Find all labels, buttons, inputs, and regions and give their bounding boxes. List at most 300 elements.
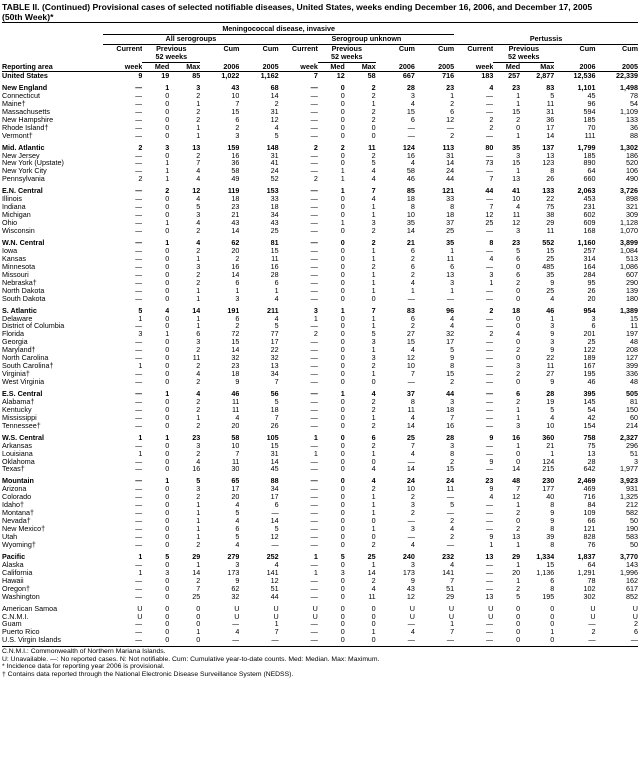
value-cell: 173 bbox=[227, 568, 240, 577]
value-cell: 1 bbox=[196, 517, 201, 526]
col-med: Med bbox=[493, 62, 520, 72]
value-cell: 2 bbox=[591, 628, 596, 637]
value-cell: — bbox=[407, 620, 415, 629]
value-cell: 1 bbox=[340, 175, 345, 184]
value-cell: 8 bbox=[550, 540, 555, 549]
value-cell: — bbox=[486, 131, 494, 140]
value-cell: — bbox=[310, 227, 318, 235]
reporting-area-cell: California bbox=[2, 568, 33, 577]
value-cell: 177 bbox=[542, 485, 555, 494]
value-cell: 14 bbox=[231, 346, 240, 355]
value-cell: 22 bbox=[270, 346, 279, 355]
value-cell: 46 bbox=[546, 306, 555, 315]
value-cell: — bbox=[486, 314, 494, 323]
value-cell: 3 bbox=[235, 131, 240, 140]
reporting-area-cell: New Hampshire bbox=[2, 115, 54, 124]
value-cell: — bbox=[310, 167, 318, 176]
value-cell: 21 bbox=[546, 441, 555, 450]
value-cell: 25 bbox=[406, 433, 415, 442]
value-cell: 954 bbox=[583, 306, 596, 315]
value-cell: — bbox=[446, 540, 455, 549]
value-cell: 2 bbox=[196, 246, 201, 255]
value-cell: 0 bbox=[340, 91, 345, 100]
value-cell: 23 bbox=[512, 83, 521, 92]
value-cell: 2 bbox=[313, 175, 318, 184]
value-cell: 109 bbox=[583, 509, 596, 518]
value-cell: 2 bbox=[138, 175, 143, 184]
value-cell: 22 bbox=[546, 195, 555, 204]
value-cell: 2 bbox=[516, 278, 521, 287]
value-cell: — bbox=[135, 195, 143, 204]
value-cell: 2 bbox=[196, 270, 201, 279]
value-cell: 3 bbox=[196, 338, 201, 347]
value-cell: — bbox=[486, 151, 494, 160]
value-cell: 25 bbox=[546, 254, 555, 263]
value-cell: — bbox=[135, 525, 143, 533]
value-cell: — bbox=[310, 405, 318, 414]
value-cell: — bbox=[310, 115, 318, 124]
table-row bbox=[2, 517, 638, 525]
value-cell: 0 bbox=[165, 517, 170, 526]
value-cell: 399 bbox=[626, 362, 638, 371]
value-cell: 3 bbox=[591, 314, 596, 323]
reporting-area-cell: Kentucky bbox=[2, 405, 32, 414]
value-cell: 133 bbox=[626, 115, 638, 124]
value-cell: — bbox=[486, 362, 494, 371]
value-cell: 8 bbox=[410, 397, 415, 406]
value-cell: 583 bbox=[626, 533, 638, 541]
value-cell: 0 bbox=[165, 115, 170, 124]
col-max: Max bbox=[169, 62, 200, 72]
value-cell: 0 bbox=[550, 604, 555, 613]
value-cell: 2 bbox=[516, 509, 521, 518]
value-cell: — bbox=[135, 187, 143, 196]
value-cell: 4 bbox=[371, 175, 376, 184]
value-cell: 18 bbox=[231, 195, 240, 204]
value-cell: 4 bbox=[274, 123, 279, 132]
reporting-area-cell: Illinois bbox=[2, 195, 22, 204]
value-cell: — bbox=[310, 628, 318, 637]
value-cell: — bbox=[310, 159, 318, 168]
value-cell: 1 bbox=[196, 628, 201, 637]
reporting-area-cell: Mountain bbox=[2, 477, 34, 486]
reporting-area-cell: Nevada† bbox=[2, 517, 31, 526]
reporting-area-cell: South Carolina† bbox=[2, 362, 54, 371]
value-cell: 1 bbox=[340, 306, 345, 315]
value-cell: U bbox=[137, 612, 143, 621]
value-cell: 1 bbox=[165, 389, 170, 398]
value-cell: — bbox=[310, 294, 318, 303]
value-cell: — bbox=[135, 377, 143, 386]
value-cell: 309 bbox=[626, 211, 638, 220]
value-cell: — bbox=[135, 270, 143, 279]
value-cell: 18 bbox=[270, 203, 279, 212]
value-cell: 1 bbox=[371, 560, 376, 569]
value-cell: 602 bbox=[583, 211, 596, 220]
value-cell: 0 bbox=[165, 584, 170, 593]
value-cell: 6 bbox=[634, 628, 638, 637]
value-cell: 0 bbox=[516, 123, 521, 132]
value-cell: 31 bbox=[546, 107, 555, 116]
value-cell: 0 bbox=[165, 493, 170, 502]
value-cell: 2 bbox=[371, 362, 376, 371]
reporting-area-cell: Mississippi bbox=[2, 413, 37, 422]
value-cell: — bbox=[135, 227, 143, 235]
value-cell: U bbox=[448, 612, 455, 621]
value-cell: 88 bbox=[630, 131, 638, 140]
value-cell: 16 bbox=[270, 262, 279, 271]
value-cell: 3 bbox=[165, 568, 170, 577]
value-cell: — bbox=[310, 270, 318, 279]
value-cell: 4 bbox=[450, 525, 455, 533]
value-cell: — bbox=[135, 628, 143, 637]
value-cell: 828 bbox=[583, 533, 596, 541]
value-cell: — bbox=[486, 421, 494, 430]
value-cell: — bbox=[135, 501, 143, 510]
value-cell: 9 bbox=[550, 377, 555, 386]
col-week: week bbox=[454, 62, 493, 72]
reporting-area-cell: North Dakota bbox=[2, 286, 45, 295]
value-cell: 106 bbox=[626, 167, 638, 176]
value-cell: 2 bbox=[450, 457, 455, 466]
reporting-area-cell: Idaho† bbox=[2, 501, 24, 510]
value-cell: 48 bbox=[630, 377, 638, 386]
value-cell: — bbox=[310, 131, 318, 140]
value-cell: 76 bbox=[587, 540, 596, 549]
value-cell: 0 bbox=[340, 270, 345, 279]
value-cell: 0 bbox=[165, 533, 170, 541]
value-cell: 23 bbox=[485, 477, 494, 486]
value-cell: — bbox=[486, 628, 494, 637]
value-cell: 3 bbox=[450, 397, 455, 406]
table-row bbox=[2, 378, 638, 386]
value-cell: 642 bbox=[583, 465, 596, 474]
value-cell: 50 bbox=[630, 540, 638, 549]
table-row bbox=[2, 465, 638, 473]
value-cell: 0 bbox=[165, 604, 170, 613]
value-cell: 3 bbox=[634, 457, 638, 466]
table-row bbox=[2, 493, 638, 501]
value-cell: 34 bbox=[270, 211, 279, 220]
value-cell: 0 bbox=[340, 576, 345, 585]
value-cell: 505 bbox=[626, 389, 638, 398]
value-cell: 0 bbox=[165, 195, 170, 204]
value-cell: — bbox=[135, 131, 143, 140]
value-cell: 4 bbox=[450, 560, 455, 569]
value-cell: 1 bbox=[371, 254, 376, 263]
value-cell: 1,498 bbox=[620, 83, 638, 92]
value-cell: 1,799 bbox=[577, 143, 596, 152]
value-cell: 0 bbox=[516, 262, 521, 271]
value-cell: 5 bbox=[450, 346, 455, 355]
value-cell: 15 bbox=[231, 338, 240, 347]
value-cell: 16 bbox=[512, 433, 521, 442]
value-cell: 80 bbox=[485, 143, 494, 152]
value-cell: 3 bbox=[371, 354, 376, 363]
value-cell: 0 bbox=[516, 377, 521, 386]
value-cell: 0 bbox=[516, 628, 521, 637]
value-cell: — bbox=[310, 262, 318, 271]
value-cell: 1 bbox=[410, 286, 415, 295]
value-cell: 2 bbox=[313, 330, 318, 339]
value-cell: 582 bbox=[626, 509, 638, 518]
col-2006: 2006 bbox=[554, 62, 595, 72]
value-cell: 6 bbox=[450, 107, 455, 116]
value-cell: 29 bbox=[446, 592, 455, 601]
value-cell: 214 bbox=[626, 421, 638, 430]
value-cell: 39 bbox=[546, 533, 555, 541]
value-cell: — bbox=[310, 346, 318, 355]
value-cell: 36 bbox=[231, 159, 240, 168]
value-cell: 3,899 bbox=[620, 239, 638, 247]
value-cell: 1 bbox=[371, 501, 376, 510]
value-cell: 0 bbox=[340, 397, 345, 406]
value-cell: — bbox=[310, 501, 318, 510]
value-cell: U bbox=[632, 604, 638, 613]
value-cell: 15 bbox=[546, 560, 555, 569]
value-cell: 660 bbox=[583, 175, 596, 184]
value-cell: 14 bbox=[192, 306, 201, 315]
value-cell: 5 bbox=[235, 509, 240, 518]
value-cell: 11 bbox=[512, 211, 521, 220]
value-cell: 0 bbox=[371, 131, 376, 140]
col-52-weeks: 52 weeks bbox=[318, 53, 376, 62]
value-cell: 6 bbox=[516, 254, 521, 263]
value-cell: 2 bbox=[196, 576, 201, 585]
value-cell: 302 bbox=[583, 592, 596, 601]
value-cell: 2 bbox=[450, 533, 455, 541]
value-cell: 51 bbox=[630, 449, 638, 458]
table-row bbox=[2, 636, 638, 644]
value-cell: 2 bbox=[196, 91, 201, 100]
value-cell: — bbox=[407, 294, 415, 303]
value-cell: 2 bbox=[371, 107, 376, 116]
value-cell: 2 bbox=[196, 278, 201, 287]
value-cell: 1,325 bbox=[620, 493, 638, 502]
value-cell: 0 bbox=[165, 107, 170, 116]
value-cell: — bbox=[135, 517, 143, 526]
value-cell: — bbox=[310, 239, 318, 247]
value-cell: 7 bbox=[196, 584, 201, 593]
value-cell: 0 bbox=[340, 278, 345, 287]
value-cell: 44 bbox=[446, 175, 455, 184]
reporting-area-cell: Colorado bbox=[2, 493, 32, 502]
value-cell: 2 bbox=[516, 115, 521, 124]
value-cell: 1 bbox=[371, 278, 376, 287]
reporting-area-cell: S. Atlantic bbox=[2, 306, 37, 315]
value-cell: — bbox=[232, 620, 240, 629]
value-cell: 11 bbox=[231, 397, 240, 406]
value-cell: 0 bbox=[165, 465, 170, 474]
value-cell: — bbox=[486, 246, 494, 255]
value-cell: 11 bbox=[546, 227, 555, 235]
value-cell: 1,389 bbox=[620, 306, 638, 315]
value-cell: 0 bbox=[550, 620, 555, 629]
value-cell: 0 bbox=[340, 262, 345, 271]
value-cell: 0 bbox=[516, 338, 521, 347]
value-cell: 54 bbox=[587, 405, 596, 414]
table-row bbox=[2, 219, 638, 227]
value-cell: 0 bbox=[550, 636, 555, 645]
value-cell: 2 bbox=[516, 346, 521, 355]
value-cell: 121 bbox=[583, 525, 596, 533]
footnote: C.N.M.I.: Commonwealth of Northern Mariana Islands. bbox=[2, 648, 166, 656]
value-cell: — bbox=[135, 397, 143, 406]
value-cell: U bbox=[590, 604, 596, 613]
value-cell: 6 bbox=[235, 115, 240, 124]
value-cell: 3 bbox=[138, 330, 143, 339]
value-cell: 1 bbox=[165, 433, 170, 442]
value-cell: 6 bbox=[516, 389, 521, 398]
value-cell: — bbox=[486, 560, 494, 569]
value-cell: 1 bbox=[516, 441, 521, 450]
value-cell: 1 bbox=[371, 628, 376, 637]
value-cell: 0 bbox=[165, 509, 170, 518]
value-cell: 13 bbox=[512, 175, 521, 184]
value-cell: 469 bbox=[583, 485, 596, 494]
value-cell: 6 bbox=[410, 115, 415, 124]
value-cell: 29 bbox=[192, 552, 201, 561]
value-cell: 1 bbox=[371, 270, 376, 279]
value-cell: 189 bbox=[583, 354, 596, 363]
value-cell: 7 bbox=[274, 413, 279, 422]
value-cell: 11 bbox=[446, 485, 455, 494]
value-cell: 9 bbox=[489, 457, 494, 466]
value-cell: 45 bbox=[270, 465, 279, 474]
value-cell: 1 bbox=[371, 314, 376, 323]
value-cell: 56 bbox=[270, 389, 279, 398]
value-cell: 15 bbox=[270, 246, 279, 255]
value-cell: — bbox=[407, 636, 415, 645]
value-cell: 22,339 bbox=[616, 71, 638, 80]
value-cell: 14 bbox=[192, 568, 201, 577]
col-current: Current bbox=[467, 44, 494, 53]
table-row bbox=[2, 501, 638, 509]
value-cell: 3 bbox=[516, 227, 521, 235]
value-cell: 0 bbox=[165, 592, 170, 601]
value-cell: — bbox=[310, 620, 318, 629]
value-cell: — bbox=[135, 405, 143, 414]
value-cell: 148 bbox=[266, 143, 279, 152]
value-cell: 1 bbox=[516, 131, 521, 140]
reporting-area-cell: E.N. Central bbox=[2, 187, 43, 196]
value-cell: — bbox=[135, 354, 143, 363]
reporting-area-cell: Washington bbox=[2, 592, 40, 601]
value-cell: 1 bbox=[450, 620, 455, 629]
value-cell: 1 bbox=[274, 620, 279, 629]
value-cell: 4 bbox=[371, 167, 376, 176]
value-cell: 48 bbox=[630, 338, 638, 347]
value-cell: 2 bbox=[196, 405, 201, 414]
value-cell: — bbox=[135, 346, 143, 355]
value-cell: 716 bbox=[442, 71, 455, 80]
value-cell: — bbox=[486, 262, 494, 271]
value-cell: 4 bbox=[371, 465, 376, 474]
region-row bbox=[2, 239, 638, 247]
value-cell: 44 bbox=[270, 592, 279, 601]
value-cell: — bbox=[486, 584, 494, 593]
value-cell: 2 bbox=[516, 584, 521, 593]
value-cell: 1 bbox=[516, 576, 521, 585]
value-cell: 230 bbox=[542, 477, 555, 486]
value-cell: 30 bbox=[231, 465, 240, 474]
col-cum: Cum bbox=[438, 44, 455, 53]
table-row bbox=[2, 195, 638, 203]
value-cell: 0 bbox=[340, 246, 345, 255]
value-cell: 0 bbox=[340, 115, 345, 124]
value-cell: 8 bbox=[450, 449, 455, 458]
value-cell: 240 bbox=[402, 552, 415, 561]
value-cell: 520 bbox=[626, 159, 638, 168]
value-cell: 1 bbox=[371, 370, 376, 378]
value-cell: 1 bbox=[196, 131, 201, 140]
value-cell: 252 bbox=[266, 552, 279, 561]
table-row bbox=[2, 255, 638, 263]
value-cell: 1 bbox=[516, 560, 521, 569]
data-table bbox=[2, 22, 638, 644]
value-cell: 2 bbox=[371, 151, 376, 160]
value-cell: 3 bbox=[371, 219, 376, 228]
value-cell: 34 bbox=[270, 485, 279, 494]
value-cell: 7 bbox=[489, 175, 494, 184]
reporting-area-cell: District of Columbia bbox=[2, 322, 65, 331]
value-cell: 83 bbox=[406, 306, 415, 315]
value-cell: 0 bbox=[165, 628, 170, 637]
value-cell: 2 bbox=[196, 362, 201, 371]
col-52-weeks: 52 weeks bbox=[142, 53, 200, 62]
value-cell: — bbox=[135, 465, 143, 474]
value-cell: — bbox=[135, 477, 143, 486]
value-cell: 13 bbox=[270, 362, 279, 371]
value-cell: 1 bbox=[138, 568, 143, 577]
value-cell: 4 bbox=[516, 203, 521, 212]
value-cell: 127 bbox=[626, 354, 638, 363]
value-cell: 1 bbox=[138, 362, 143, 371]
value-cell: 2 bbox=[450, 377, 455, 386]
value-cell: 0 bbox=[340, 433, 345, 442]
value-cell: 62 bbox=[231, 239, 240, 247]
value-cell: 4 bbox=[550, 413, 555, 422]
value-cell: — bbox=[135, 219, 143, 228]
value-cell: 0 bbox=[165, 123, 170, 132]
value-cell: 1 bbox=[371, 99, 376, 108]
value-cell: 21 bbox=[406, 239, 415, 247]
value-cell: 3 bbox=[516, 362, 521, 371]
col-previous: Previous bbox=[331, 44, 362, 53]
value-cell: — bbox=[486, 322, 494, 331]
value-cell: 0 bbox=[340, 377, 345, 386]
value-cell: 4 bbox=[235, 413, 240, 422]
value-cell: 190 bbox=[626, 525, 638, 533]
value-cell: 0 bbox=[340, 449, 345, 458]
value-cell: 7 bbox=[371, 187, 376, 196]
value-cell: — bbox=[486, 377, 494, 386]
value-cell: 3,770 bbox=[620, 552, 638, 561]
value-cell: 16 bbox=[231, 151, 240, 160]
value-cell: — bbox=[135, 262, 143, 271]
value-cell: 9 bbox=[550, 278, 555, 287]
value-cell: 4 bbox=[410, 413, 415, 422]
reporting-area-cell: Vermont† bbox=[2, 131, 33, 140]
value-cell: 0 bbox=[516, 314, 521, 323]
value-cell: 12 bbox=[270, 115, 279, 124]
value-cell: 4 bbox=[371, 477, 376, 486]
value-cell: 18 bbox=[406, 195, 415, 204]
value-cell: 52 bbox=[270, 175, 279, 184]
value-cell: 2 bbox=[450, 99, 455, 108]
value-cell: 64 bbox=[587, 560, 596, 569]
value-cell: 4 bbox=[196, 175, 201, 184]
